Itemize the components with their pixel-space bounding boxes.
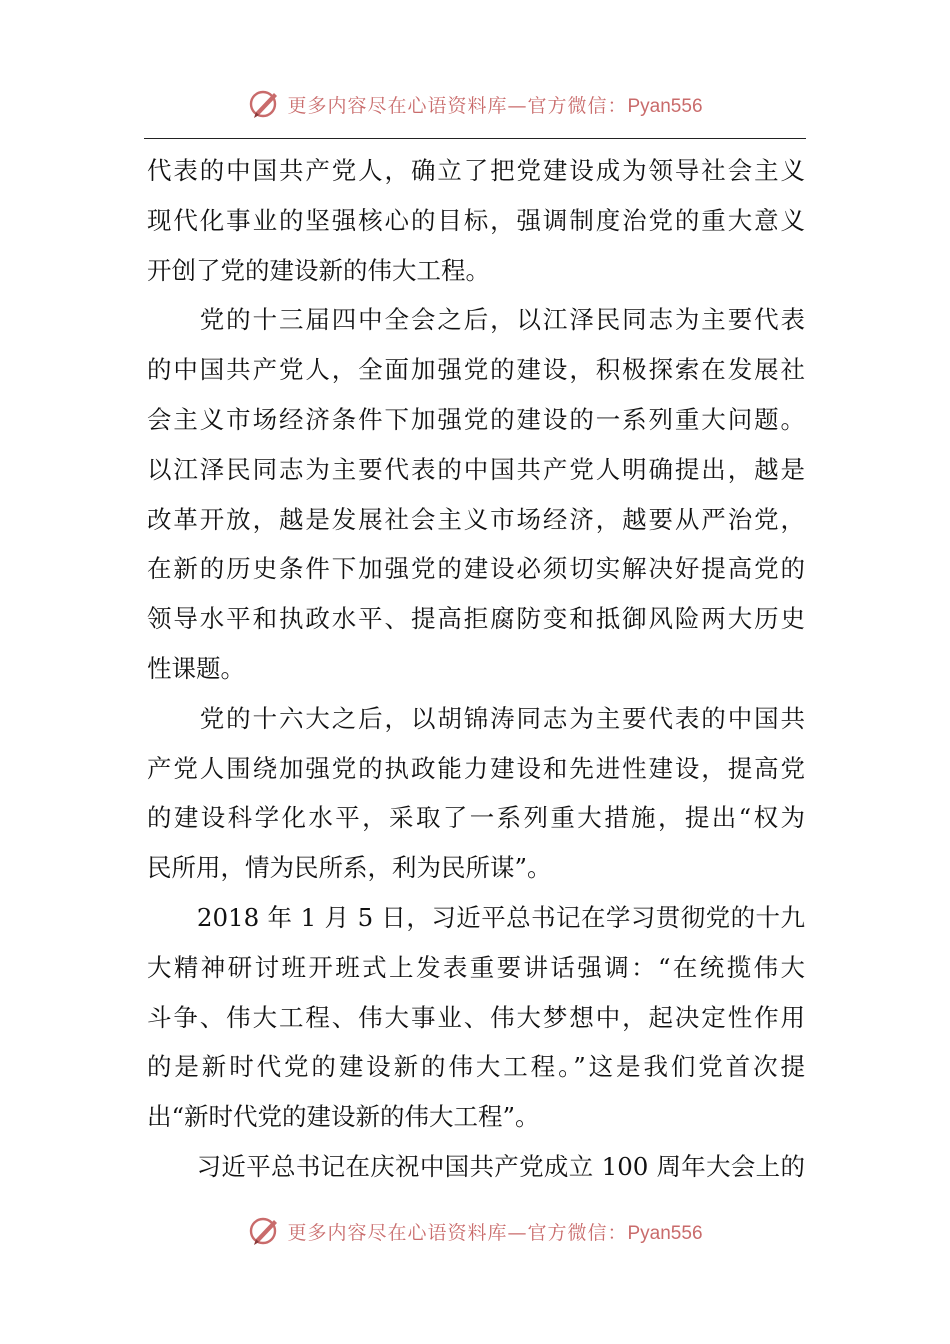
text-line: 改革开放，越是发展社会主义市场经济，越要从严治党， [147, 504, 805, 534]
header-rule [144, 138, 806, 139]
pen-logo-icon [247, 87, 281, 121]
text-line: 党的十六大之后，以胡锦涛同志为主要代表的中国共 [147, 703, 805, 733]
text-line: 产党人围绕加强党的执政能力建设和先进性建设，提高党 [147, 753, 805, 783]
text-line: 党的十三届四中全会之后，以江泽民同志为主要代表 [147, 305, 805, 335]
text-line: 斗争、伟大工程、伟大事业、伟大梦想中，起决定性作用 [147, 1002, 805, 1032]
pen-logo-icon [247, 1214, 281, 1248]
text-line: 开创了党的建设新的伟大工程。 [147, 255, 490, 285]
text-line: 以江泽民同志为主要代表的中国共产党人明确提出，越是 [147, 454, 805, 484]
text-line: 大精神研讨班开班式上发表重要讲话强调：“在统揽伟大 [147, 952, 805, 982]
text-line: 的中国共产党人，全面加强党的建设，积极探索在发展社 [147, 355, 805, 385]
footer-banner-text: 更多内容尽在心语资料库—官方微信：Pyan556 [287, 1221, 703, 1244]
text-line: 习近平总书记在庆祝中国共产党成立 100 周年大会上的 [147, 1151, 805, 1181]
text-line: 在新的历史条件下加强党的建设必须切实解决好提高党的 [147, 554, 805, 584]
footer-wechat-id: Pyan556 [627, 1222, 703, 1244]
document-body [147, 146, 805, 1192]
text-line: 出“新时代党的建设新的伟大工程”。 [147, 1102, 540, 1132]
header-wechat-id: Pyan556 [627, 95, 703, 117]
header-banner [0, 84, 950, 124]
text-line: 会主义市场经济条件下加强党的建设的一系列重大问题。 [147, 404, 805, 434]
text-line: 民所用，情为民所系，利为民所谋”。 [147, 853, 552, 883]
text-line: 的建设科学化水平，采取了一系列重大措施，提出“权为 [147, 803, 805, 833]
text-line: 现代化事业的坚强核心的目标，强调制度治党的重大意义 [147, 205, 805, 235]
text-line: 代表的中国共产党人，确立了把党建设成为领导社会主义 [147, 156, 805, 185]
footer-banner [0, 1211, 950, 1251]
text-line: 的是新时代党的建设新的伟大工程。”这是我们党首次提 [147, 1052, 805, 1082]
text-line: 领导水平和执政水平、提高拒腐防变和抵御风险两大历史 [147, 604, 805, 634]
header-banner-text: 更多内容尽在心语资料库—官方微信：Pyan556 [287, 94, 703, 117]
text-line: 2018 年 1 月 5 日，习近平总书记在学习贯彻党的十九 [147, 902, 805, 932]
text-line: 性课题。 [147, 653, 245, 683]
